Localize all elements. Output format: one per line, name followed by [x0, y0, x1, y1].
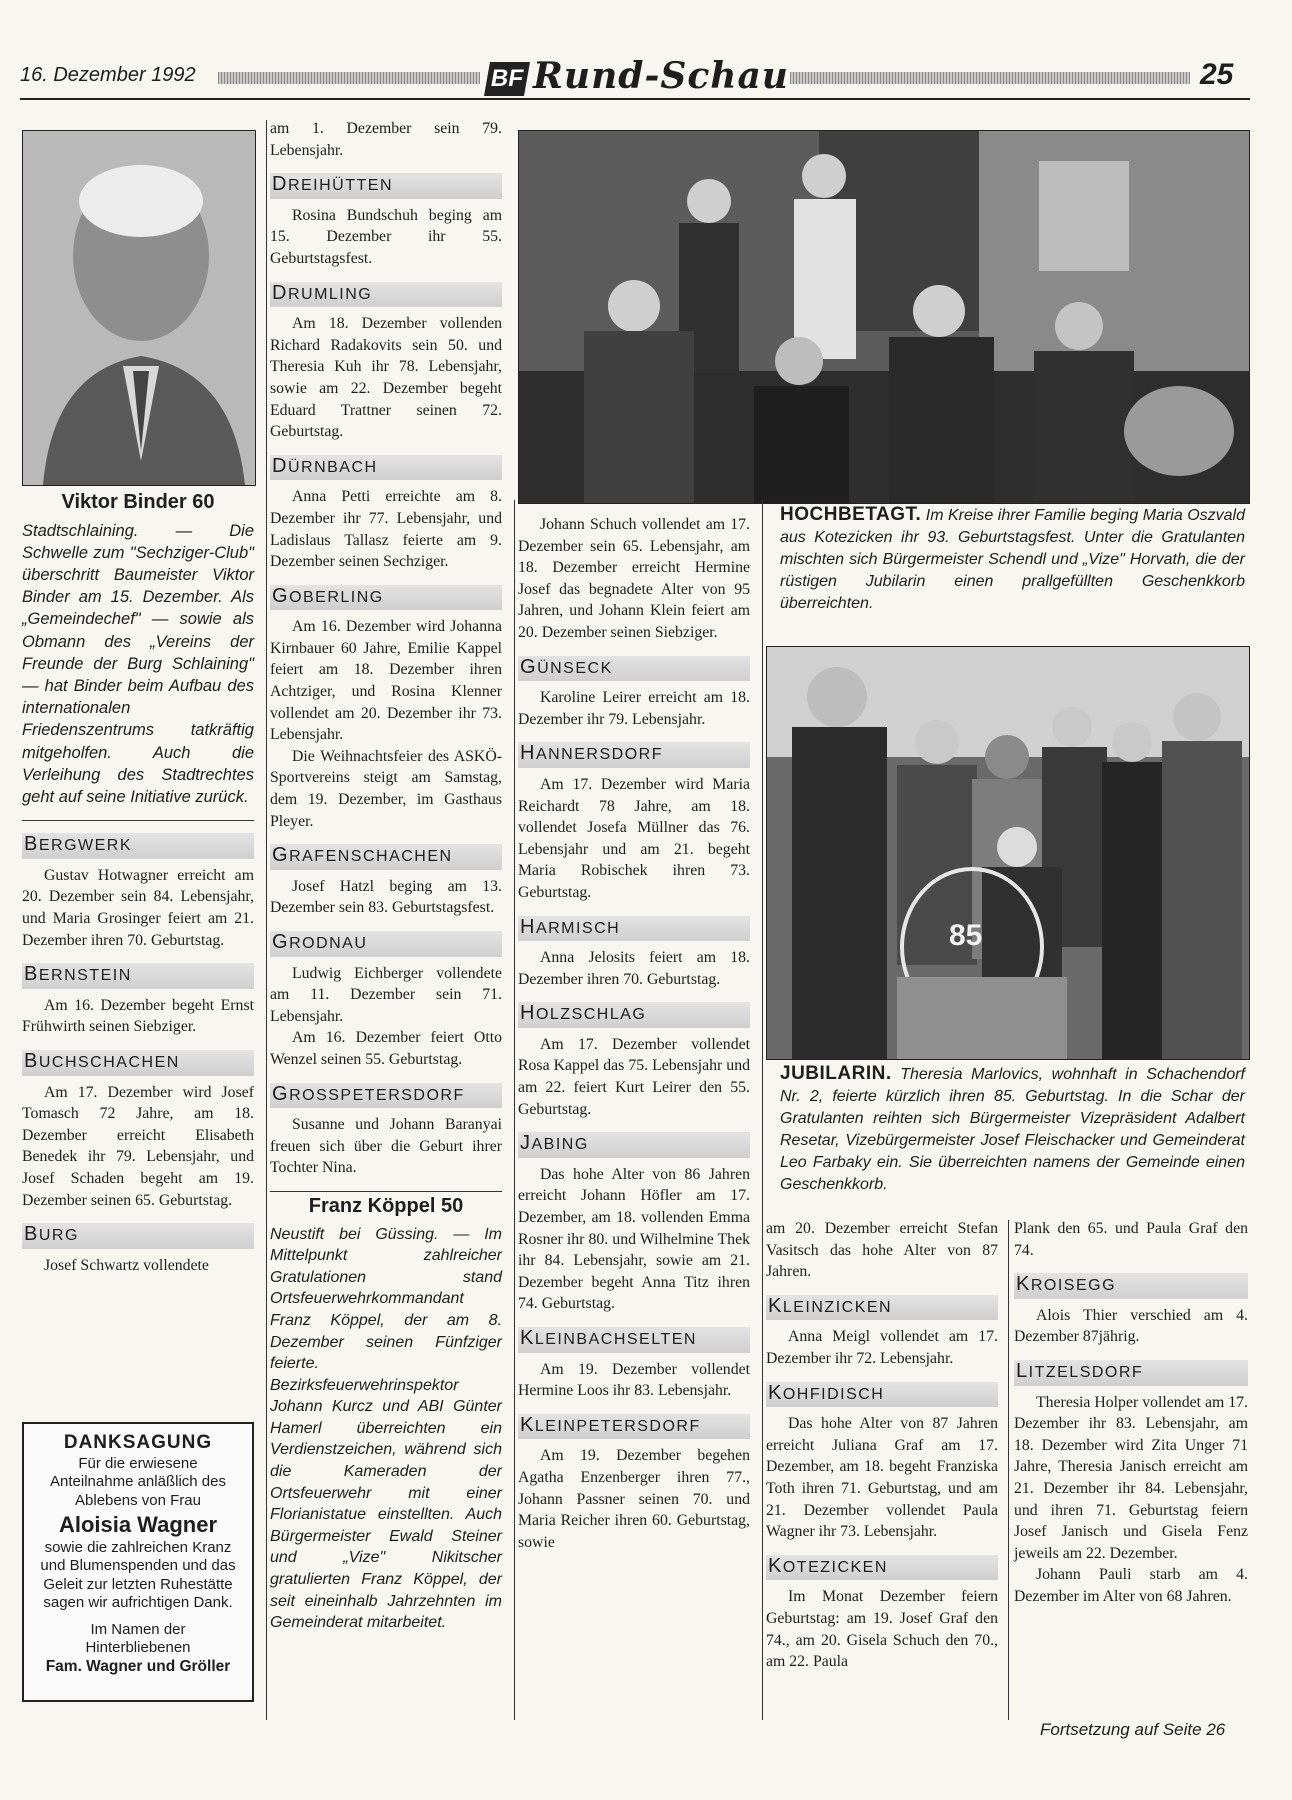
portrait-illustration	[23, 131, 255, 485]
column-5	[1014, 1218, 1248, 1608]
family-illustration	[519, 131, 1249, 503]
family-photo	[518, 130, 1250, 504]
section-title: GRODNAU	[270, 931, 502, 957]
section-title: JABING	[518, 1132, 750, 1158]
logo-name: Rund-Schau	[533, 55, 789, 97]
section-text: Susanne und Johann Baranyai freuen sich über die Geburt ihrer Tochter Nina.	[270, 1116, 502, 1177]
section-text: Ludwig Eichberger vollendete am 11. Dezember sein 71. Lebensjahr.	[270, 964, 502, 1025]
column-rule	[1008, 1220, 1009, 1720]
section-title: KROISEGG	[1014, 1273, 1248, 1299]
ad-name: Aloisia Wagner	[58, 1512, 218, 1537]
photo1-caption-lead: HOCHBETAGT.	[780, 504, 922, 525]
photo1-caption-text: Im Kreise ihrer Familie beging Maria Oszvald aus Kotezicken ihr 93. Geburtstagsfest. Unter die Gratulanten mischten sich Bürgermeister Schendl und „Vize" Horvath, die der rüstigen Jubilarin einen prallgefüllten Geschenkkorb überreichten.	[780, 507, 1245, 612]
section-text: Josef Hatzl beging am 13. Dezember sein 83. Geburtstagsfest.	[270, 877, 502, 917]
section-title: GÜNSECK	[518, 656, 750, 682]
section-title: DÜRNBACH	[270, 455, 502, 481]
photo2-caption	[780, 1063, 1245, 1196]
section-title: LITZELSDORF	[1014, 1360, 1248, 1386]
continuation-note: Fortsetzung auf Seite 26	[1040, 1720, 1226, 1739]
column-2-divider	[270, 1191, 502, 1192]
section-title: GRAFENSCHACHEN	[270, 844, 502, 870]
portrait-photo	[22, 130, 256, 486]
section-title: KLEINZICKEN	[766, 1295, 998, 1321]
section-text: Am 19. Dezember vollendet Hermine Loos ihr 83. Lebensjahr.	[518, 1360, 750, 1400]
portrait-title: Viktor Binder 60	[61, 491, 215, 513]
section-title: BUCHSCHACHEN	[22, 1050, 254, 1076]
section-text: Gustav Hotwagner erreicht am 20. Dezember sein 84. Lebensjahr, und Maria Grosinger feiert am 21. Dezember ihren 70. Geburtstag.	[22, 866, 254, 949]
section-title: GROSSPETERSDORF	[270, 1083, 502, 1109]
section-text: Theresia Holper vollendet am 17. Dezember ihr 83. Lebensjahr, am 18. Dezember wird Zita Unger 71 Jahre, Theresia Janisch erreicht am 21. Dezember ihr 84. Lebensjahr, und ihren 71. Geburtstag feiern Josef Janisch und Gisela Fenz jeweils am 22. Dezember.	[1014, 1393, 1248, 1562]
group-photo	[766, 646, 1250, 1060]
section-title: DREIHÜTTEN	[270, 173, 502, 199]
photo2-caption-lead: JUBILARIN.	[780, 1063, 892, 1084]
ad-line2: sowie die zahlreichen Kranz und Blumenspenden und das Geleit zur letzten Ruhestätte sagen wir aufrichtigen Dank.	[40, 1538, 236, 1611]
column-3	[518, 514, 750, 1553]
section-text: Die Weihnachtsfeier des ASKÖ-Sportvereins steigt am Samstag, dem 19. Dezember, im Gasthaus Pleyer.	[270, 747, 502, 830]
section-title: KOTEZICKEN	[766, 1555, 998, 1581]
danksagung-ad	[22, 1422, 254, 1702]
column-rule	[514, 500, 515, 1720]
column-rule	[266, 120, 267, 1720]
section-title: HARMISCH	[518, 916, 750, 942]
feature-text: Neustift bei Güssing. — Im Mittelpunkt zahlreicher Gratulationen stand Ortsfeuerwehrkommandant Franz Köppel, der am 8. Dezember seinen Fünfziger feierte. Bezirksfeuerwehrinspektor Johann Kurcz und ABI Günter Hamerl überreichten ein Verdienstzeichen, während sich die Kameraden der Ortsfeuerwehr mit einer Florianistatue einstellten. Auch Bürgermeister Ewald Steiner und „Vize" Nikitscher gratulierten Franz Köppel, der seit eineinhalb Jahrzehnten im Gemeinderat mitarbeitet.	[270, 1225, 502, 1632]
ad-line3: Im Namen der Hinterbliebenen	[85, 1620, 191, 1656]
section-text: Am 17. Dezember wird Maria Reichardt 78 Jahre, am 18. vollendet Josefa Müllner das 76. Lebensjahr und am 21. begeht Maria Robischek ihren 73. Geburtstag.	[518, 775, 750, 901]
ad-title: DANKSAGUNG	[63, 1432, 213, 1453]
section-text: Johann Pauli starb am 4. Dezember im Alter von 68 Jahren.	[1014, 1566, 1248, 1605]
section-text: Anna Jelosits feiert am 18. Dezember ihren 70. Geburtstag.	[518, 949, 750, 988]
column-4	[766, 1218, 998, 1673]
feature-title: Franz Köppel 50	[308, 1194, 464, 1217]
section-text: Das hohe Alter von 86 Jahren erreicht Johann Höfler am 17. Dezember, am 18. vollenden Emma Rosner ihr 80. und Wilhelmine Thek ihr 84. Lebensjahr, sowie am 21. Dezember begeht Anna Titz ihren 74. Geburtstag.	[518, 1165, 750, 1313]
section-text: Am 19. Dezember begehen Agatha Enzenberger ihren 77., Johann Passner seinen 70. und Maria Reicher ihren 60. Geburtstag, sowie	[518, 1447, 750, 1551]
section-text: Im Monat Dezember feiern Geburtstag: am 19. Josef Graf den 74., am 20. Gisela Schuch den 70., am 22. Paula	[766, 1588, 998, 1671]
section-title: KOHFIDISCH	[766, 1382, 998, 1408]
section-text: Anna Meigl vollendet am 17. Dezember ihr 72. Lebensjahr.	[766, 1328, 998, 1367]
section-text: Rosina Bundschuh beging am 15. Dezember ihr 55. Geburtstagsfest.	[270, 206, 502, 267]
section-text: Karoline Leirer erreicht am 18. Dezember ihr 79. Lebensjahr.	[518, 689, 750, 728]
section-title: BURG	[22, 1223, 254, 1249]
section-text: Am 16. Dezember wird Johanna Kirnbauer 60 Jahre, Emilie Kappel feiert am 18. Dezember ihren Achtziger, und Rosina Klenner vollendet am 20. Dezember ihr 73. Lebensjahr.	[270, 618, 502, 744]
header-rule	[20, 98, 1250, 100]
section-title: HANNERSDORF	[518, 742, 750, 768]
section-title: KLEINBACHSELTEN	[518, 1327, 750, 1353]
section-text: Das hohe Alter von 87 Jahren erreicht Juliana Graf am 17. Dezember, am 18. begeht Franziska Toth ihren 71. Geburtstag, und am 21. Dezember vollendet Paula Wagner ihr 73. Lebensjahr.	[766, 1415, 998, 1541]
section-text: Am 16. Dezember begeht Ernst Frühwirth seinen Siebziger.	[22, 996, 254, 1036]
section-title: HOLZSCHLAG	[518, 1002, 750, 1028]
column-1-divider	[22, 820, 254, 821]
header-bar-left	[218, 72, 480, 84]
basket-number: 85	[949, 919, 983, 952]
header-bar-right	[790, 72, 1190, 84]
column-2-intro: am 1. Dezember sein 79. Lebensjahr.	[270, 120, 502, 159]
section-title: DRUMLING	[270, 282, 502, 308]
portrait-text: Stadtschlaining. — Die Schwelle zum "Sechziger-Club" überschritt Baumeister Viktor Binder am 15. Dezember. Als „Gemeindechef" — sowie als Obmann des „Vereins der Freunde der Burg Schlaining" — hat Binder beim Aufbau des internationalen Friedenszentrums tatkräftig mitgeholfen. Auch die Verleihung des Stadtrechtes geht auf seine Initiative zurück.	[22, 521, 254, 807]
section-text: Am 18. Dezember vollenden Richard Radakovits sein 50. und Theresia Kuh ihr 78. Lebensjahr, sowie am 22. Dezember begeht Eduard Trattner seinen 72. Geburtstag.	[270, 315, 502, 441]
photo2-caption-text: Theresia Marlovics, wohnhaft in Schachendorf Nr. 2, feierte kürzlich ihren 85. Geburtstag. In die Schar der Gratulanten reihten sich Bürgermeister Vizepräsident Adalbert Resetar, Vizebürgermeister Josef Fleischacker und Gemeinderat Leo Farbaky ein. Sie überreichten namens der Gemeinde einen Geschenkkorb.	[780, 1066, 1245, 1193]
section-text: Alois Thier verschied am 4. Dezember 87jährig.	[1014, 1306, 1248, 1346]
ad-family: Fam. Wagner und Gröller	[45, 1657, 231, 1675]
issue-date: 16. Dezember 1992	[20, 64, 196, 86]
column-4-intro: am 20. Dezember erreicht Stefan Vasitsch das hohe Alter von 87 Jahren.	[766, 1220, 998, 1281]
column-5-intro: Plank den 65. und Paula Graf den 74.	[1014, 1220, 1248, 1259]
section-text: Anna Petti erreichte am 8. Dezember ihr 77. Lebensjahr, und Ladislaus Tallasz feierte am 9. Dezember seinen Sechziger.	[270, 488, 502, 571]
section-title: GOBERLING	[270, 585, 502, 611]
section-text: Am 16. Dezember feiert Otto Wenzel seinen 55. Geburtstag.	[270, 1029, 502, 1068]
column-2	[270, 118, 502, 1634]
column-1	[22, 488, 254, 1276]
section-text: Am 17. Dezember wird Josef Tomasch 72 Jahre, am 18. Dezember erreicht Elisabeth Benedek ihr 79. Lebensjahr, und Josef Schaden begeht am 19. Dezember seinen 65. Geburtstag.	[22, 1083, 254, 1209]
section-text: Josef Schwartz vollendete	[44, 1256, 209, 1274]
group-illustration	[767, 647, 1249, 1059]
column-3-intro: Johann Schuch vollendet am 17. Dezember sein 65. Lebensjahr, am 18. Dezember erreicht Hermine Josef das begnadete Alter von 95 Jahren, und Johann Klein feiert am 20. Dezember seinen Siebziger.	[518, 516, 750, 641]
section-title: KLEINPETERSDORF	[518, 1414, 750, 1440]
section-text: Am 17. Dezember vollendet Rosa Kappel das 75. Lebensjahr und am 22. feiert Kurt Leirer den 55. Geburtstag.	[518, 1035, 750, 1118]
ad-line1: Für die erwiesene Anteilnahme anläßlich des Ablebens von Frau	[50, 1454, 226, 1509]
column-rule	[762, 500, 763, 1720]
section-title: BERGWERK	[22, 833, 254, 859]
page-number: 25	[1200, 58, 1234, 91]
section-title: BERNSTEIN	[22, 963, 254, 989]
logo-mark: BF	[484, 62, 530, 96]
photo1-caption	[780, 504, 1245, 615]
